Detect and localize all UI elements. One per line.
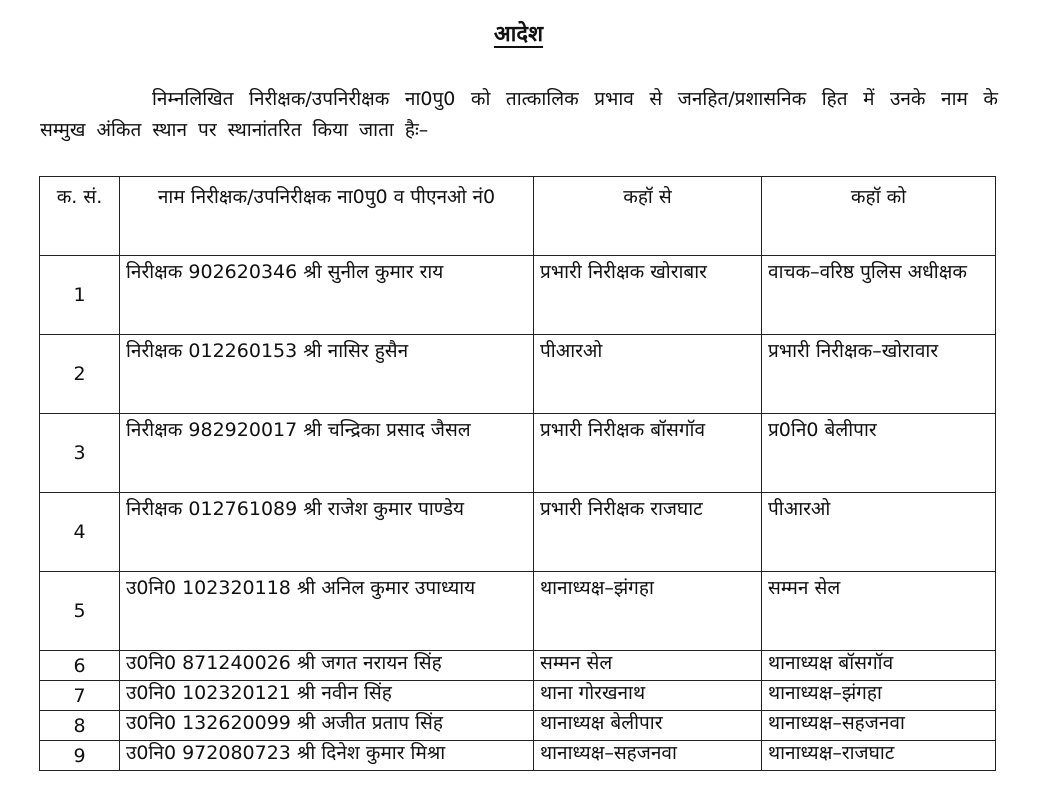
table-row: [40, 741, 996, 771]
order-paragraph: निम्नलिखित निरीक्षक/उपनिरीक्षक ना0पु0 को तात्कालिक प्रभाव से जनहित/प्रशासनिक हित में उनके नाम के सम्मुख अंकित स्थान पर स्थानांतरित किया जाता हैः–: [40, 88, 998, 141]
header-name: नाम निरीक्षक/उपनिरीक्षक ना0पु0 व पीएनओ नं0: [120, 177, 534, 256]
row-from: थाना गोरखनाथ: [534, 681, 762, 711]
table-row: [40, 493, 996, 572]
header-sno: क. सं.: [40, 177, 120, 256]
row-sno: 3: [40, 414, 120, 493]
row-sno: 4: [40, 493, 120, 572]
table-row: [40, 256, 996, 335]
table-row: [40, 651, 996, 681]
table-row: [40, 681, 996, 711]
table-row: [40, 572, 996, 651]
row-from: प्रभारी निरीक्षक बॉसगॉव: [534, 414, 762, 493]
row-name: उ0नि0 132620099 श्री अजीत प्रताप सिंह: [120, 711, 534, 741]
table-row: [40, 711, 996, 741]
row-from: पीआरओ: [534, 335, 762, 414]
row-sno: 1: [40, 256, 120, 335]
row-sno: 8: [40, 711, 120, 741]
row-name: निरीक्षक 902620346 श्री सुनील कुमार राय: [120, 256, 534, 335]
header-to: कहॉ को: [762, 177, 996, 256]
row-name: निरीक्षक 012260153 श्री नासिर हुसैन: [120, 335, 534, 414]
row-from: थानाध्यक्ष–झंगहा: [534, 572, 762, 651]
order-title-text: आदेश: [493, 22, 544, 47]
header-from: कहॉ से: [534, 177, 762, 256]
row-to: वाचक–वरिष्ठ पुलिस अधीक्षक: [762, 256, 996, 335]
row-to: प्र0नि0 बेलीपार: [762, 414, 996, 493]
row-from: थानाध्यक्ष बेलीपार: [534, 711, 762, 741]
row-name: निरीक्षक 012761089 श्री राजेश कुमार पाण्डेय: [120, 493, 534, 572]
table-header-row: [40, 177, 996, 256]
table-row: [40, 335, 996, 414]
row-to: प्रभारी निरीक्षक–खोरावार: [762, 335, 996, 414]
row-to: पीआरओ: [762, 493, 996, 572]
row-from: सम्मन सेल: [534, 651, 762, 681]
row-to: थानाध्यक्ष–सहजनवा: [762, 711, 996, 741]
row-name: उ0नि0 972080723 श्री दिनेश कुमार मिश्रा: [120, 741, 534, 771]
row-sno: 5: [40, 572, 120, 651]
row-sno: 7: [40, 681, 120, 711]
row-from: प्रभारी निरीक्षक राजघाट: [534, 493, 762, 572]
row-to: थानाध्यक्ष–राजघाट: [762, 741, 996, 771]
transfer-table: [39, 176, 996, 771]
row-to: थानाध्यक्ष–झंगहा: [762, 681, 996, 711]
row-sno: 6: [40, 651, 120, 681]
row-sno: 9: [40, 741, 120, 771]
row-name: उ0नि0 102320121 श्री नवीन सिंह: [120, 681, 534, 711]
row-from: प्रभारी निरीक्षक खोराबार: [534, 256, 762, 335]
table-row: [40, 414, 996, 493]
row-name: निरीक्षक 982920017 श्री चन्द्रिका प्रसाद जैसल: [120, 414, 534, 493]
order-title: [0, 18, 1037, 48]
row-to: थानाध्यक्ष बॉसगॉव: [762, 651, 996, 681]
row-name: उ0नि0 871240026 श्री जगत नरायन सिंह: [120, 651, 534, 681]
row-to: सम्मन सेल: [762, 572, 996, 651]
row-from: थानाध्यक्ष–सहजनवा: [534, 741, 762, 771]
row-sno: 2: [40, 335, 120, 414]
row-name: उ0नि0 102320118 श्री अनिल कुमार उपाध्याय: [120, 572, 534, 651]
